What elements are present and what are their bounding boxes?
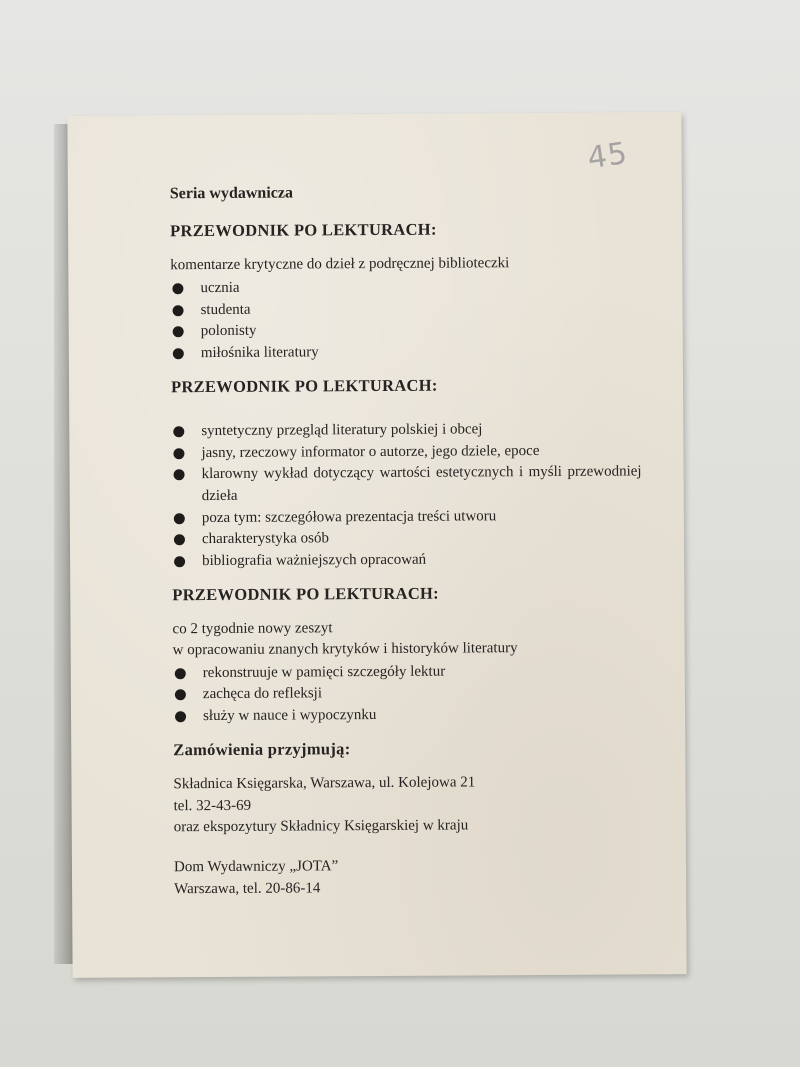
list-item: charakterystyka osób	[172, 527, 642, 552]
section-3-heading: PRZEWODNIK PO LEKTURACH:	[172, 583, 439, 604]
orders-heading: Zamówienia przyjmują:	[173, 739, 351, 760]
cover-text	[170, 182, 644, 900]
list-item: poza tym: szczegółowa prezentacja treści utworu	[172, 505, 642, 530]
list-item: polonisty	[171, 319, 641, 344]
series-label: Seria wydawnicza	[169, 184, 294, 203]
section-1-heading: PRZEWODNIK PO LEKTURACH:	[170, 219, 437, 241]
section-1-intro: komentarze krytyczne do dzieł z podręcznej biblioteczki	[170, 255, 510, 274]
list-item: rekonstruuje w pamięci szczegóły lektur	[173, 660, 643, 685]
publisher-info	[174, 854, 644, 900]
branches-line: oraz ekspozytury Składnicy Księgarskiej w kraju	[173, 817, 469, 836]
list-item: klarowny wykład dotyczący wartości estetycznych i myśli przewodniej dzieła	[172, 462, 642, 508]
pencil-handwritten-mark: 45	[585, 135, 631, 177]
list-item: bibliografia ważniejszych opracowań	[172, 548, 642, 573]
booklet-back-cover	[67, 112, 686, 978]
list-item: studenta	[170, 297, 640, 322]
section-3-intro-line-1: co 2 tygodnie nowy zeszyt	[172, 620, 333, 637]
phone-line: tel. 32-43-69	[173, 797, 252, 814]
list-item: służy w nauce i wypoczynku	[173, 704, 643, 729]
list-item: zachęca do refleksji	[173, 682, 643, 707]
list-item: syntetyczny przegląd literatury polskiej i obcej	[171, 418, 641, 443]
section-2-heading: PRZEWODNIK PO LEKTURACH:	[170, 375, 438, 397]
publisher-name: Dom Wydawniczy „JOTA”	[173, 858, 339, 876]
section-2-list	[171, 418, 642, 573]
list-item: miłośnika literatury	[171, 340, 641, 365]
section-1-list	[170, 275, 641, 365]
list-item: jasny, rzeczowy informator o autorze, jego dziele, epoce	[171, 440, 641, 465]
section-3-intro-line-2: w opracowaniu znanych krytyków i historyków literatury	[172, 639, 518, 658]
section-3-list	[173, 660, 643, 728]
orders-address	[173, 771, 643, 839]
publisher-phone: Warszawa, tel. 20-86-14	[174, 880, 321, 897]
list-item: ucznia	[170, 275, 640, 300]
address-line: Składnica Księgarska, Warszawa, ul. Kolejowa 21	[173, 774, 476, 793]
